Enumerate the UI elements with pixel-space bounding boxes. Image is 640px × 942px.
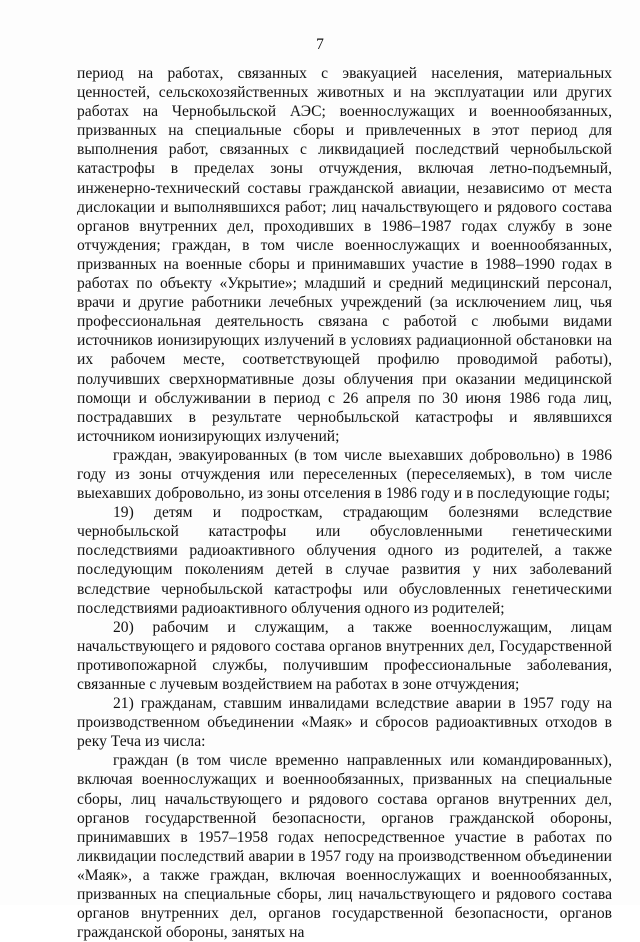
paragraph-6: граждан (в том числе временно направленных или командированных), включая военнослужащих и военнообязанных, призванных на специальные сборы, лиц начальствующего и рядового состава органов внутренних дел, органов государственной безопасности, органов гражданской обороны, принимавших в 1957–1958 годах непосредственное участие в работах по ликвидации последствий аварии в 1957 году на производственном объединении «Маяк», а также граждан, включая военнослужащих и военнообязанных, призванных на специальные сборы, лиц начальствующего и рядового состава органов внутренних дел, органов государственной безопасности, органов гражданской обороны, занятых на [77, 752, 612, 942]
paragraph-2: граждан, эвакуированных (в том числе выехавших добровольно) в 1986 году из зоны отчуждения или переселенных (переселяемых), в том числе выехавших добровольно, из зоны отселения в 1986 году и в последующие годы; [77, 446, 612, 503]
paragraph-3: 19) детям и подросткам, страдающим болезнями вследствие чернобыльской катастрофы или обусловленными генетическими последствиями радиоактивного облучения одного из родителей, а также последующим поколениям детей в случае развития у них заболеваний вследствие чернобыльской катастрофы или обусловленных генетическими последствиями радиоактивного облучения одного из родителей; [77, 504, 612, 617]
paragraph-5: 21) гражданам, ставшим инвалидами вследствие аварии в 1957 году на производственном объединении «Маяк» и сбросов радиоактивных отходов в реку Теча из числа: [77, 695, 612, 751]
document-body [77, 64, 612, 942]
paragraph-1: период на работах, связанных с эвакуацией населения, материальных ценностей, сельскохозяйственных животных и на эксплуатации или других работах на Чернобыльской АЭС; военнослужащих и военнообязанных, призванных на специальные сборы и привлеченных в этот период для выполнения работ, связанных с ликвидацией последствий чернобыльской катастрофы в пределах зоны отчуждения, включая летно-подъемный, инженерно-технический составы гражданской авиации, независимо от места дислокации и выполнявшихся работ; лиц начальствующего и рядового состава органов внутренних дел, проходивших в 1986–1987 годах службу в зоне отчуждения; граждан, в том числе военнослужащих и военнообязанных, призванных на военные сборы и принимавших участие в 1988–1990 годах в работах по объекту «Укрытие»; младший и средний медицинский персонал, врачи и другие работники лечебных учреждений (за исключением лиц, чья профессиональная деятельность связана с работой с любыми видами источников ионизирующих излучений в условиях радиационной обстановки на их рабочем месте, соответствующей профилю проводимой работы), получивших сверхнормативные дозы облучения при оказании медицинской помощи и обслуживании в период с 26 апреля по 30 июня 1986 года лиц, пострадавших в результате чернобыльской катастрофы и являвшихся источником ионизирующих излучений; [77, 65, 612, 445]
page-number: 7 [316, 36, 324, 53]
paragraph-4: 20) рабочим и служащим, а также военнослужащим, лицам начальствующего и рядового состава органов внутренних дел, Государственной противопожарной службы, получившим профессиональные заболевания, связанные с лучевым воздействием на работах в зоне отчуждения; [77, 618, 612, 693]
